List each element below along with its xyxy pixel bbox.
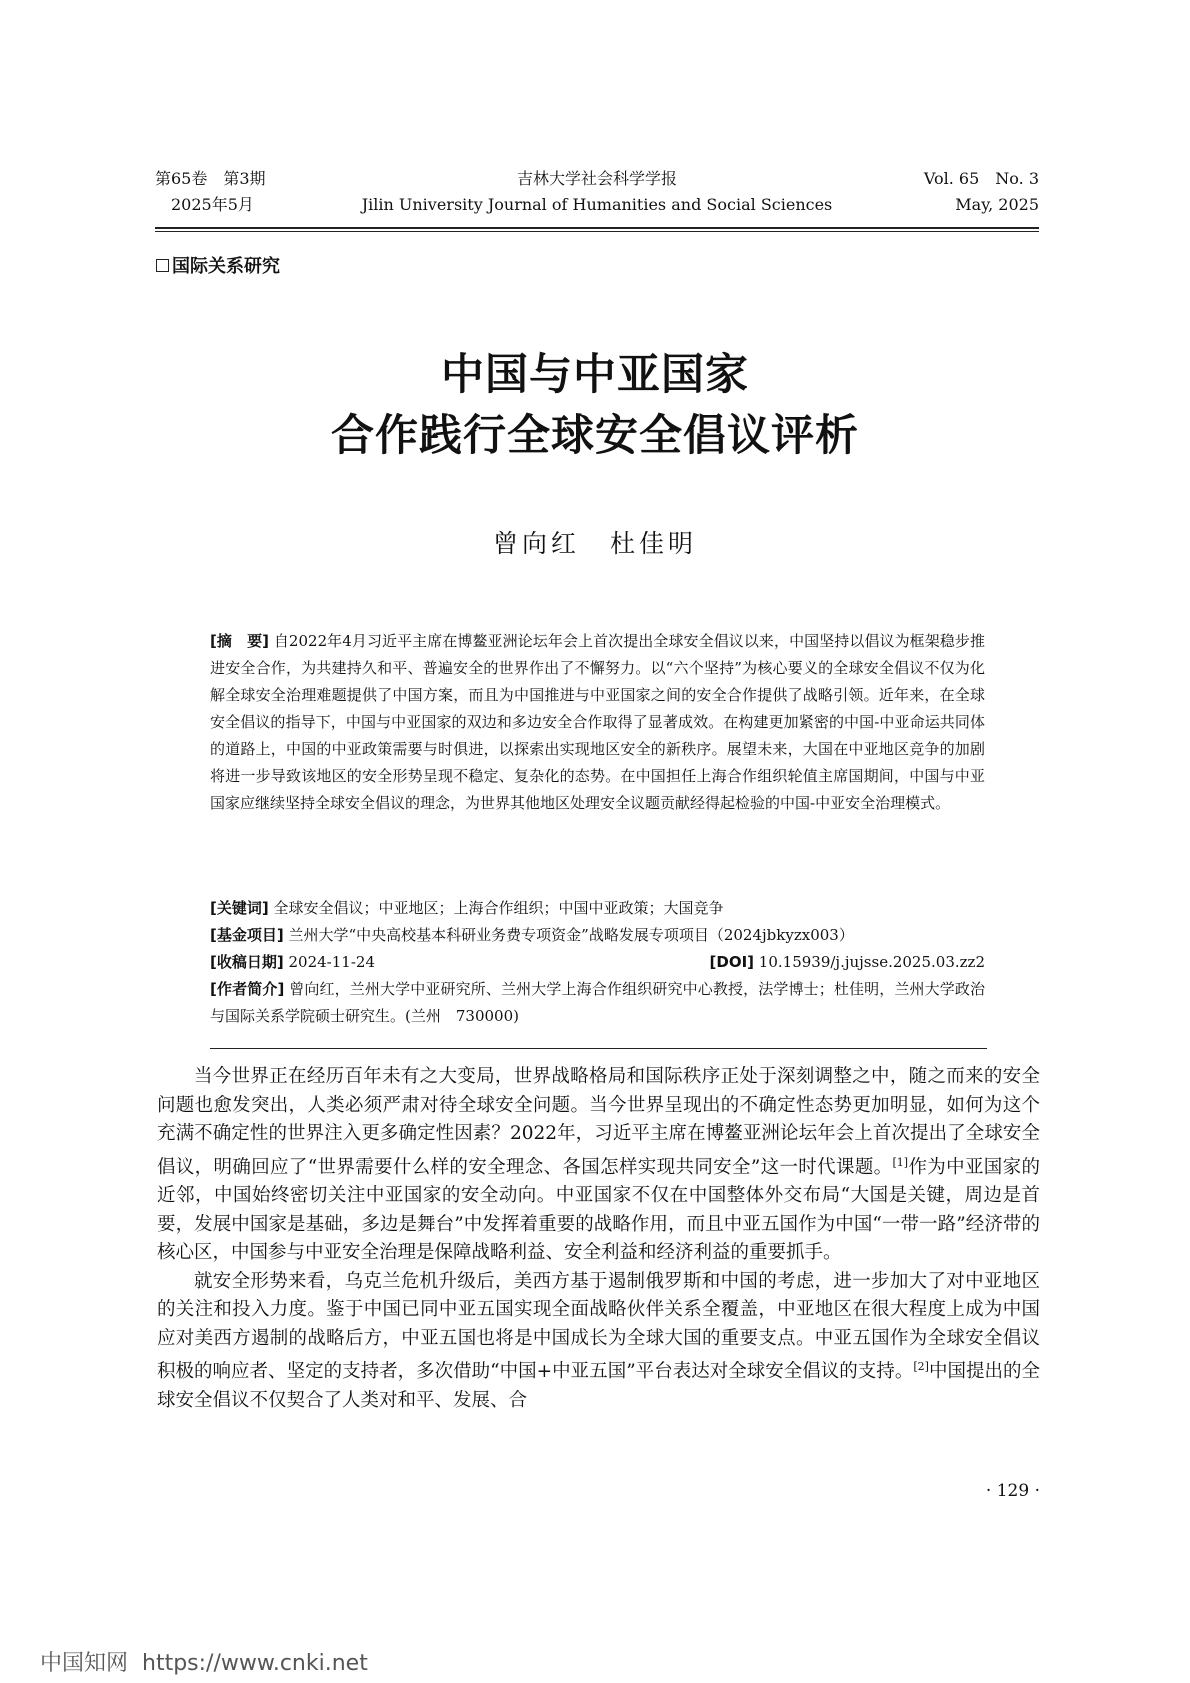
paragraph-2-part-a: 就安全形势来看，乌克兰危机升级后，美西方基于遏制俄罗斯和中国的考虑，进一步加大了对中亚地区的关注和投入力度。鉴于中国已同中亚五国实现全面战略伙伴关系全覆盖，中亚地区在很大程度上成为中国应对美西方遏制的战略后方，中亚五国也将是中国成长为全球大国的重要支点。中亚五国作为全球安全倡议积极的响应者、坚定的支持者，多次借助“中国+中亚五国”平台表达对全球安全倡议的支持。: [157, 1270, 1040, 1383]
author-2: 杜佳明: [610, 529, 698, 558]
watermark-footer: [40, 1646, 368, 1677]
paragraph-1-part-b: 作为中亚国家的近邻，中国始终密切关注中亚国家的安全动向。中亚国家不仅在中国整体外交布局“大国是关键，周边是首要，发展中国家是基础，多边是舞台”中发挥着重要的战略作用，而且中亚五国作为中国“一带一路”经济带的核心区，中国参与中亚安全治理是保障战略利益、安全利益和经济利益的重要抓手。: [157, 1156, 1040, 1264]
keywords-text: 全球安全倡议；中亚地区；上海合作组织；中国中亚政策；大国竞争: [273, 899, 724, 917]
doi-label: [DOI]: [709, 953, 755, 971]
footer-url[interactable]: https://www.cnki.net: [142, 1651, 368, 1676]
header-center: [155, 166, 1039, 218]
header-rule-thin: [155, 231, 1039, 232]
article-title: [0, 345, 1190, 467]
header-rule-thick: [155, 227, 1039, 229]
abstract-label: [摘 要]: [210, 632, 270, 650]
paragraph-2: [157, 1268, 1040, 1416]
paragraph-2-part-b: 中国提出的全球安全倡议不仅契合了人类对和平、发展、合: [157, 1361, 1040, 1411]
footer-site: 中国知网: [40, 1651, 129, 1676]
header-date: 2025年5月: [171, 195, 254, 214]
fund-text: 兰州大学“中央高校基本科研业务费专项资金”战略发展专项项目（2024jbkyzx003）: [288, 926, 854, 944]
author-info-text: 曾向红，兰州大学中亚研究所、兰州大学上海合作组织研究中心教授，法学博士；杜佳明，兰州大学政治与国际关系学院硕士研究生。(兰州 730000): [210, 980, 985, 1025]
citation-1[interactable]: [1]: [892, 1155, 909, 1169]
doi-text: 10.15939/j.jujsse.2025.03.zz2: [758, 953, 985, 971]
paragraph-1-part-a: 当今世界正在经历百年未有之大变局，世界战略格局和国际秩序正处于深刻调整之中，随之而来的安全问题也愈发突出，人类必须严肃对待全球安全问题。当今世界呈现出的不确定性态势更加明显，如何为这个充满不确定性的世界注入更多确定性因素？2022年，习近平主席在博鳌亚洲论坛年会上首次提出了全球安全倡议，明确回应了“世界需要什么样的安全理念、各国怎样实现共同安全”这一时代课题。: [157, 1066, 1040, 1178]
section-label: [156, 252, 280, 278]
author-info: [210, 976, 985, 1030]
title-line-1: 中国与中亚国家: [441, 350, 749, 400]
citation-2[interactable]: [2]: [913, 1360, 929, 1374]
received-date: [210, 949, 985, 976]
author-names: [0, 524, 1190, 560]
section-text: 国际关系研究: [172, 256, 280, 277]
header-journal-cn: 吉林大学社会科学学报: [516, 169, 677, 188]
header-journal-en: Jilin University Journal of Humanities and Social Sciences: [361, 195, 833, 214]
body-text: [157, 1063, 1040, 1415]
received-text: 2024-11-24: [288, 953, 375, 971]
abstract-rule: [210, 1048, 987, 1049]
fund-info: [210, 922, 985, 949]
header-volume-en: Vol. 65 No. 3: [923, 169, 1039, 188]
paragraph-1: [157, 1063, 1040, 1268]
doi: [710, 949, 985, 976]
header-right: [924, 166, 1039, 218]
fund-label: [基金项目]: [210, 926, 284, 944]
author-info-label: [作者简介]: [210, 980, 285, 998]
header-date-en: May, 2025: [955, 195, 1039, 214]
author-1: 曾向红: [492, 529, 580, 558]
abstract-text: 自2022年4月习近平主席在博鳌亚洲论坛年会上首次提出全球安全倡议以来，中国坚持以倡议为框架稳步推进安全合作，为共建持久和平、普遍安全的世界作出了不懈努力。以“六个坚持”为核心要义的全球安全倡议不仅为化解全球安全治理难题提供了中国方案，而且为中国推进与中亚国家之间的安全合作提供了战略引领。近年来，在全球安全倡议的指导下，中国与中亚国家的双边和多边安全合作取得了显著成效。在构建更加紧密的中国-中亚命运共同体的道路上，中国的中亚政策需要与时俱进，以探索出实现地区安全的新秩序。展望未来，大国在中亚地区竞争的加剧将进一步导致该地区的安全形势呈现不稳定、复杂化的态势。在中国担任上海合作组织轮值主席国期间，中国与中亚国家应继续坚持全球安全倡议的理念，为世界其他地区处理安全议题贡献经得起检验的中国-中亚安全治理模式。: [210, 632, 985, 812]
title-line-2: 合作践行全球安全倡议评析: [331, 411, 859, 461]
received-label: [收稿日期]: [210, 953, 284, 971]
header-volume: 第65卷 第3期: [155, 169, 266, 188]
abstract: [210, 628, 985, 817]
page-number: · 129 ·: [985, 1481, 1040, 1501]
running-header: [155, 166, 1039, 222]
keywords: [210, 895, 985, 922]
square-icon: [156, 259, 169, 272]
keywords-label: [关键词]: [210, 899, 269, 917]
